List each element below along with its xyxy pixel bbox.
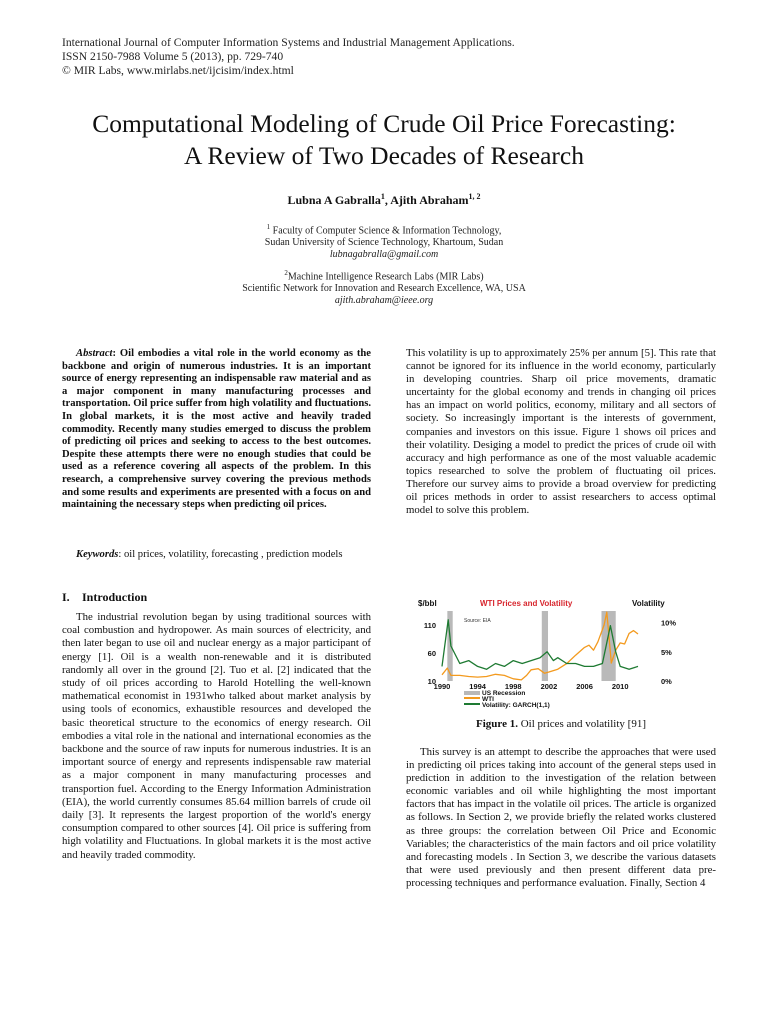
figure-caption [406, 718, 716, 730]
x-tick-label: 1998 [504, 682, 522, 691]
journal-issn: ISSN 2150-7988 Volume 5 (2013), pp. 729-740 [62, 50, 284, 63]
y-right-tick-label: 5% [661, 647, 672, 657]
author-separator: , [384, 193, 391, 207]
figure-caption-text: Oil prices and volatility [91] [517, 718, 646, 730]
affil-sup: 1 [266, 223, 271, 231]
figure-1 [418, 597, 688, 713]
right-column-paragraph-1: This volatility is up to approximately 25% per annum [5]. This rate that cannot be ignored for its influence in the world economy, particularly in developing countries. Sharp oil price movements, dramatic uncertainty for the global economy and trends in changing oil prices has an impact on world politics, economy, military and all sectors of society. So increasingly important is the interests of government, companies and investors on this issue. Figure 1 shows oil prices and their volatility. Desiging a model to predict the prices of crude oil with accuracy and high performance as one of the most valuable academic topics researched to solve the problem of fluctuating oil prices. Therefore our survey aims to provide a broad overview for predicting oil prices methods in order to assist researchers to access optimal model to solve this problem. [406, 347, 716, 517]
paper-title [30, 108, 738, 172]
source-note: Source: EIA [464, 618, 491, 624]
introduction-body: The industrial revolution began by using traditional sources with coal combustion and hydropower. As main sources of electricity, and then later began to use oil and nuclear energy as a major participant of energy [1]. Oil is a wealth non-renewable and it is distributed randomly all over in the ground [2]. Tuo et al. [2] indicated that the study of oil prices according to Harold Hotelling the well-known mathematical economist in 1931who talked about market analysis by using tools of economics, exhaustible resources and developed the basic theoretical structure to the economics of energy research. Oil embodies a vital role in the national and international economies as the backbone and the source of raw inputs for numerous industries. It is an important source of energy and represents indispensable raw material as a major component in many manufacturing processes and transportion fuel. According to the Energy Information Administration (EIA), the world currently consumes 85.64 million barrels of crude oil daily [3]. It represents the largest proportion of the world's energy consumption compared to other sources [4]. Oil price is suffering from high volatility and Fluctuations. In global markets it is the most active and heavily traded commodity. [62, 611, 371, 861]
y-right-tick-label: 0% [661, 677, 672, 686]
journal-name: International Journal of Computer Information Systems and Industrial Management Applications. [62, 36, 515, 49]
recession-bar [542, 611, 548, 681]
journal-header [62, 36, 515, 78]
author-affil-sup: 1 [380, 192, 385, 201]
section-title: Introduction [82, 590, 148, 604]
author-email: lubnagabralla@gmail.com [329, 249, 439, 261]
legend-swatch-wti [464, 697, 480, 699]
affil-line: Sudan University of Science Technology, Khartoum, Sudan [264, 237, 504, 249]
left-axis-label: $/bbl [418, 599, 437, 608]
y-left-tick-label: 60 [427, 649, 436, 658]
author-name: Ajith Abraham [390, 193, 469, 207]
author-name: Lubna A Gabralla [287, 193, 381, 207]
legend-label: US Recession [482, 690, 526, 697]
abstract-label: Abstract [76, 348, 113, 359]
y-right-tick-label: 10% [661, 618, 677, 628]
x-tick-label: 2006 [576, 682, 593, 691]
legend-label: WTI [482, 696, 494, 703]
author-affil-sup: 1, 2 [468, 192, 481, 201]
keywords [62, 548, 371, 561]
y-left-tick-label: 110 [423, 621, 436, 630]
right-axis-label: Volatility [632, 599, 665, 608]
right-column-paragraph-2: This survey is an attempt to describe the approaches that were used in predicting oil prices taking into account of the general steps used in prediction in addition to the investigation of the relation between economic variables and oil while highlighting the most important factors that has impact in the volatile oil prices. The article is organized as follows. In Section 2, we provide briefly the related works clustered as three groups: the correlation between Oil Price and Economic Variables; the characteristics of the main factors and oil price volatility and forecasting models . In Section 3, we describe the various datasets that were used previously and then present different data pre-processing techniques and performance evaluation. Finally, Section 4 [406, 746, 716, 889]
x-tick-label: 1990 [433, 682, 451, 691]
y-left-tick-label: 10 [427, 677, 436, 686]
x-tick-label: 1994 [469, 682, 486, 691]
author-email: ajith.abraham@ieee.org [334, 295, 434, 307]
keywords-text: : oil prices, volatility, forecasting , prediction models [118, 549, 343, 560]
chart-title: WTI Prices and Volatility [480, 599, 573, 608]
title-line-2: A Review of Two Decades of Research [184, 141, 584, 170]
recession-bar [601, 611, 615, 681]
x-tick-label: 2010 [611, 682, 629, 691]
author-list [0, 192, 768, 208]
affil-line: Machine Intelligence Research Labs (MIR Labs) [287, 271, 484, 283]
affil-line: Faculty of Computer Science & Information Technology, [272, 225, 502, 237]
title-line-1: Computational Modeling of Crude Oil Price Forecasting: [92, 109, 676, 138]
affil-sup: 2 [284, 269, 288, 277]
journal-url: © MIR Labs, www.mirlabs.net/ijcisim/index.html [62, 64, 294, 77]
affiliation-2 [0, 267, 768, 307]
affiliation-1 [0, 221, 768, 261]
affil-line: Scientific Network for Innovation and Research Excellence, WA, USA [242, 283, 526, 295]
legend-swatch-volatility [464, 703, 480, 705]
x-tick-label: 2002 [540, 682, 558, 691]
abstract [62, 348, 371, 512]
section-number: I. [62, 590, 70, 604]
legend-swatch-recession [464, 691, 480, 695]
legend-label: Volatility: GARCH(1,1) [482, 702, 550, 709]
abstract-text: : Oil embodies a vital role in the world economy as the backbone and origin of numerous industries. It is an important source of energy representing an indispensable raw material and as a major component in many manufacturing processes and transportation. Oil price suffer from high volatility and fluctuations. In global markets, it is the most active and heavily traded commodity. Recently many studies emerged to discuss the problem of predicting oil prices and seeking to access to the best outcomes. Despite these attempts there were no enough studies that could be used as a reference covering all aspects of the problem. In this research, a comprehensive survey covering the previous methods and some results and experiments are presented with a focus on and maintaining the necessary steps when predicting oil prices. [62, 348, 371, 511]
figure-caption-label: Figure 1. [476, 718, 518, 730]
oil-price-volatility-chart [418, 597, 688, 713]
keywords-label: Keywords [76, 549, 119, 560]
section-heading-introduction [62, 590, 147, 605]
